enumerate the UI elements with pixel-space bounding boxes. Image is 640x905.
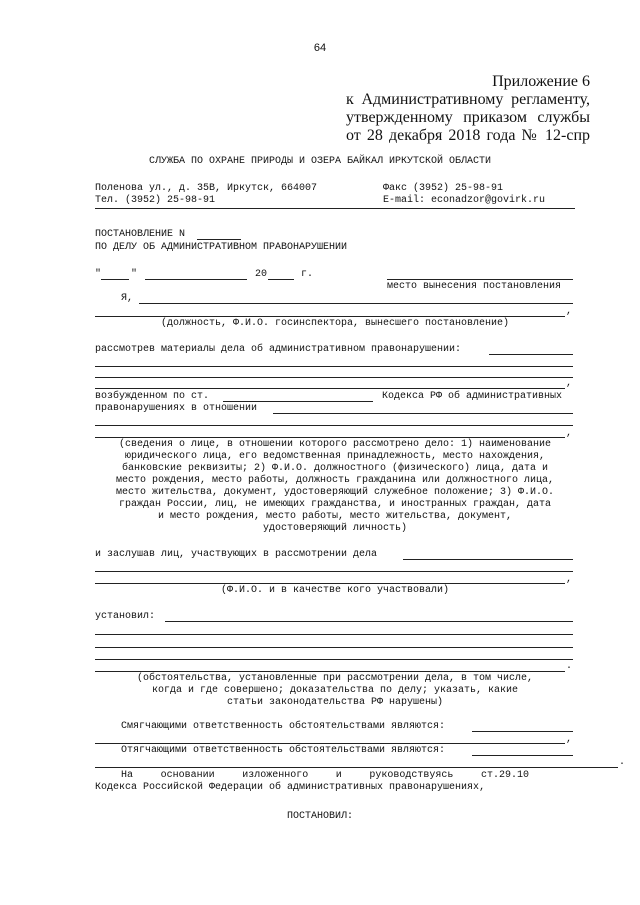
aggravating-label: Отягчающими ответственность обстоятельствами являются:	[121, 745, 446, 756]
date-year-suffix: г.	[301, 269, 314, 280]
person-caption-line: и место рождения, место работы, место жительства, документ,	[157, 511, 513, 522]
decree-number-field[interactable]	[197, 239, 241, 240]
established-label: установил:	[95, 611, 156, 622]
date-year-field[interactable]	[268, 279, 294, 280]
resolved-heading: ПОСТАНОВИЛ:	[286, 811, 353, 822]
heard-field-1[interactable]	[403, 559, 573, 560]
circumstances-caption-line: (обстоятельства, установленные при рассмотрении дела, в том числе,	[136, 673, 534, 684]
mitigating-field-1[interactable]	[472, 731, 573, 732]
basis-line-2: Кодекса Российской Федерации об административных правонарушениях,	[95, 782, 486, 793]
person-caption-line: юридического лица, его ведомственная принадлежность, место нахождения,	[124, 451, 546, 462]
article-field[interactable]	[223, 401, 373, 402]
person-caption-line: банковские реквизиты; 2) Ф.И.О. должностного (физического) лица, дата и	[121, 463, 549, 474]
date-open-quote: "	[95, 269, 102, 280]
mitigating-label: Смягчающими ответственность обстоятельствами являются:	[121, 721, 446, 732]
reviewed-field-1[interactable]	[489, 354, 573, 355]
appendix-line-1: Приложение 6	[492, 73, 590, 90]
email: E-mail: econadzor@govirk.ru	[383, 195, 546, 206]
place-caption: место вынесения постановления	[387, 281, 562, 292]
circumstances-caption-line: когда и где совершено; доказательства по делу; указать, какие	[151, 685, 519, 696]
appendix-line-3: утвержденному приказом службы	[346, 109, 590, 126]
aggravating-field-1[interactable]	[472, 755, 573, 756]
header-divider	[95, 208, 575, 209]
person-field-2[interactable]	[95, 425, 573, 426]
established-field-3[interactable]	[95, 647, 573, 648]
person-field-3[interactable]	[95, 437, 565, 438]
ya-label: Я,	[121, 293, 134, 304]
person-caption-line: место жительства, документ, удостоверяющий служебное положение; 3) Ф.И.О.	[115, 487, 555, 498]
phone: Тел. (3952) 25-98-91	[95, 195, 216, 206]
heard-label: и заслушав лиц, участвующих в рассмотрении дела	[95, 549, 378, 560]
appendix-line-4: от 28 декабря 2018 года № 12-спр	[346, 127, 590, 144]
circumstances-caption-line: статьи законодательства РФ нарушены)	[226, 697, 444, 708]
basis-line-1: На основании изложенного и руководствуясь ст.29.10	[121, 770, 529, 781]
page-number: 64	[313, 42, 327, 54]
person-caption-line: удостоверяющий личность)	[262, 523, 408, 534]
date-year-prefix: 20	[255, 269, 268, 280]
address: Поленова ул., д. 35В, Иркутск, 664007	[95, 183, 318, 194]
date-day-field[interactable]	[101, 279, 129, 280]
person-caption-line: граждан России, лиц, не имеющих гражданства, и иностранных граждан, дата	[118, 499, 552, 510]
appendix-block	[346, 73, 590, 145]
established-field-2[interactable]	[95, 634, 573, 635]
person-field-1[interactable]	[273, 413, 573, 414]
heard-field-3[interactable]	[95, 583, 565, 584]
established-field-1[interactable]	[165, 621, 573, 622]
heard-caption: (Ф.И.О. и в качестве кого участвовали)	[220, 585, 450, 596]
reviewed-field-2[interactable]	[95, 366, 573, 367]
date-month-field[interactable]	[145, 279, 247, 280]
reviewed-comma: ,	[566, 378, 573, 389]
mitigating-comma: ,	[566, 734, 573, 745]
reviewed-label: рассмотрев материалы дела об административном правонарушении:	[95, 344, 462, 355]
heard-comma: ,	[566, 574, 573, 585]
established-field-5[interactable]	[95, 671, 565, 672]
aggravating-dot: .	[619, 757, 626, 768]
fax: Факс (3952) 25-98-91	[383, 183, 504, 194]
initiated-code-label: Кодекса РФ об административных	[382, 391, 563, 402]
decree-subtitle: ПО ДЕЛУ ОБ АДМИНИСТРАТИВНОМ ПРАВОНАРУШЕНИИ	[95, 242, 348, 253]
date-close-quote: "	[131, 269, 138, 280]
reviewed-field-4[interactable]	[95, 388, 565, 389]
aggravating-field-2[interactable]	[95, 767, 618, 768]
established-field-4[interactable]	[95, 659, 573, 660]
mitigating-field-2[interactable]	[95, 743, 565, 744]
person-caption-line: (сведения о лице, в отношении которого рассмотрено дело: 1) наименование	[118, 439, 552, 450]
agency-name: СЛУЖБА ПО ОХРАНЕ ПРИРОДЫ И ОЗЕРА БАЙКАЛ ИРКУТСКОЙ ОБЛАСТИ	[148, 156, 492, 167]
reviewed-field-3[interactable]	[95, 377, 573, 378]
place-field[interactable]	[387, 279, 573, 280]
inspector-comma: ,	[566, 306, 573, 317]
person-comma: ,	[566, 428, 573, 439]
heard-field-2[interactable]	[95, 571, 573, 572]
official-caption: (должность, Ф.И.О. госинспектора, вынесшего постановление)	[160, 318, 510, 329]
initiated-label-2: правонарушениях в отношении	[95, 403, 258, 414]
inspector-field-2[interactable]	[95, 316, 565, 317]
decree-number-label: ПОСТАНОВЛЕНИЕ N	[95, 229, 186, 240]
person-caption-line: место рождения, место работы, должность гражданина или должностного лица,	[115, 475, 555, 486]
initiated-label: возбужденном по ст.	[95, 391, 210, 402]
inspector-field-1[interactable]	[139, 303, 573, 304]
established-dot: .	[566, 661, 573, 672]
appendix-line-2: к Административному регламенту,	[346, 91, 590, 108]
